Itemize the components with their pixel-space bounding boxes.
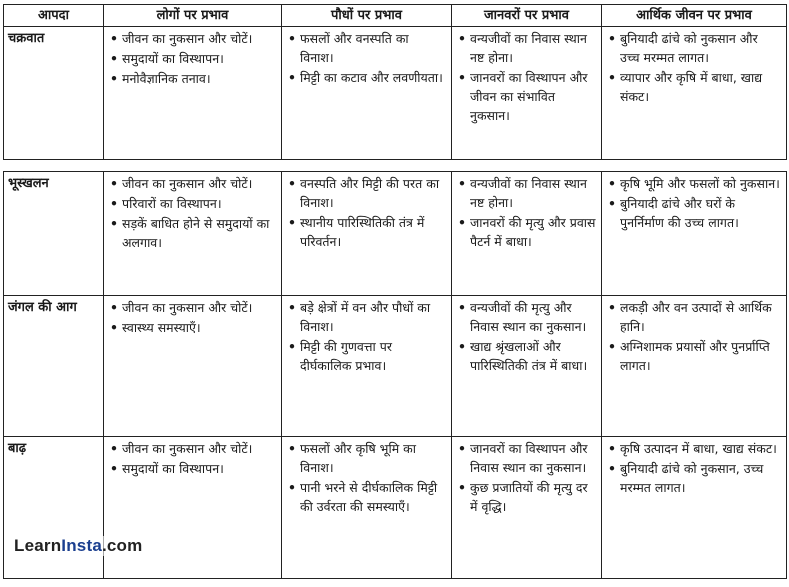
list-item: • जीवन का नुकसान और चोटें। xyxy=(108,29,276,48)
list-item: • परिवारों का विस्थापन। xyxy=(108,194,276,213)
economy-cell xyxy=(602,296,787,437)
plants-cell xyxy=(282,437,452,579)
header-animals: जानवरों पर प्रभाव xyxy=(452,5,602,27)
animals-cell xyxy=(452,437,602,579)
header-row xyxy=(4,5,787,27)
hazard-cell: भूस्खलन xyxy=(4,172,104,296)
impact-table-bottom xyxy=(3,171,787,579)
list-item: • जीवन का नुकसान और चोटें। xyxy=(108,439,276,458)
list-item: • मिट्टी का कटाव और लवणीयता। xyxy=(286,68,446,87)
table-row xyxy=(4,437,787,579)
watermark-part1: Learn xyxy=(14,536,62,555)
table-row xyxy=(4,27,787,160)
people-cell xyxy=(101,437,282,579)
impact-table-top xyxy=(3,4,787,160)
list-item: • कृषि भूमि और फसलों को नुकसान। xyxy=(606,174,781,193)
table-row xyxy=(4,296,787,437)
list-item: • वन्यजीवों का निवास स्थान नष्ट होना। xyxy=(456,29,596,67)
header-people: लोगों पर प्रभाव xyxy=(104,5,282,27)
list-item: • समुदायों का विस्थापन। xyxy=(108,49,276,68)
list-item: • कृषि उत्पादन में बाधा, खाद्य संकट। xyxy=(606,439,781,458)
list-item: • फसलों और कृषि भूमि का विनाश। xyxy=(286,439,446,477)
list-item: • लकड़ी और वन उत्पादों से आर्थिक हानि। xyxy=(606,298,781,336)
list-item: • बुनियादी ढांचे को नुकसान, उच्च मरम्मत लागत। xyxy=(606,459,781,497)
hazard-cell: जंगल की आग xyxy=(4,296,104,437)
economy-cell xyxy=(602,172,787,296)
site-watermark xyxy=(14,536,142,556)
plants-cell xyxy=(282,27,452,160)
list-item: • मिट्टी की गुणवत्ता पर दीर्घकालिक प्रभाव। xyxy=(286,337,446,375)
list-item: • जानवरों का विस्थापन और निवास स्थान का नुकसान। xyxy=(456,439,596,477)
people-cell xyxy=(104,172,282,296)
list-item: • मनोवैज्ञानिक तनाव। xyxy=(108,69,276,88)
animals-cell xyxy=(452,27,602,160)
list-item: • खाद्य श्रृंखलाओं और पारिस्थितिकी तंत्र में बाधा। xyxy=(456,337,596,375)
list-item: • सड़कें बाधित होने से समुदायों का अलगाव। xyxy=(108,214,276,252)
list-item: • व्यापार और कृषि में बाधा, खाद्य संकट। xyxy=(606,68,781,106)
table-row xyxy=(4,172,787,296)
list-item: • वनस्पति और मिट्टी की परत का विनाश। xyxy=(286,174,446,212)
watermark-part2: Insta xyxy=(61,536,102,555)
header-plants: पौधों पर प्रभाव xyxy=(282,5,452,27)
list-item: • अग्निशामक प्रयासों और पुनर्प्राप्ति लागत। xyxy=(606,337,781,375)
header-hazard: आपदा xyxy=(4,5,104,27)
animals-cell xyxy=(452,296,602,437)
list-item: • पानी भरने से दीर्घकालिक मिट्टी की उर्वरता की समस्याएँ। xyxy=(286,478,446,516)
economy-cell xyxy=(602,437,787,579)
list-item: • वन्यजीवों का निवास स्थान नष्ट होना। xyxy=(456,174,596,212)
economy-cell xyxy=(602,27,787,160)
hazard-cell: बाढ़ xyxy=(4,437,104,579)
list-item: • स्थानीय पारिस्थितिकी तंत्र में परिवर्तन। xyxy=(286,213,446,251)
people-cell xyxy=(104,27,282,160)
animals-cell xyxy=(452,172,602,296)
list-item: • समुदायों का विस्थापन। xyxy=(108,459,276,478)
list-item: • स्वास्थ्य समस्याएँ। xyxy=(108,318,276,337)
list-item: • बुनियादी ढांचे को नुकसान और उच्च मरम्मत लागत। xyxy=(606,29,781,67)
list-item: • जानवरों का विस्थापन और जीवन का संभावित नुकसान। xyxy=(456,68,596,125)
plants-cell xyxy=(282,172,452,296)
list-item: • कुछ प्रजातियों की मृत्यु दर में वृद्धि। xyxy=(456,478,596,516)
list-item: • वन्यजीवों की मृत्यु और निवास स्थान का नुकसान। xyxy=(456,298,596,336)
people-cell xyxy=(104,296,282,437)
list-item: • बुनियादी ढांचे और घरों के पुनर्निर्माण की उच्च लागत। xyxy=(606,194,781,232)
hazard-cell: चक्रवात xyxy=(4,27,104,160)
list-item: • फसलों और वनस्पति का विनाश। xyxy=(286,29,446,67)
list-item: • जानवरों की मृत्यु और प्रवास पैटर्न में बाधा। xyxy=(456,213,596,251)
list-item: • जीवन का नुकसान और चोटें। xyxy=(108,298,276,317)
header-economy: आर्थिक जीवन पर प्रभाव xyxy=(602,5,787,27)
list-item: • बड़े क्षेत्रों में वन और पौधों का विनाश। xyxy=(286,298,446,336)
watermark-part3: .com xyxy=(101,536,143,555)
list-item: • जीवन का नुकसान और चोटें। xyxy=(108,174,276,193)
plants-cell xyxy=(282,296,452,437)
